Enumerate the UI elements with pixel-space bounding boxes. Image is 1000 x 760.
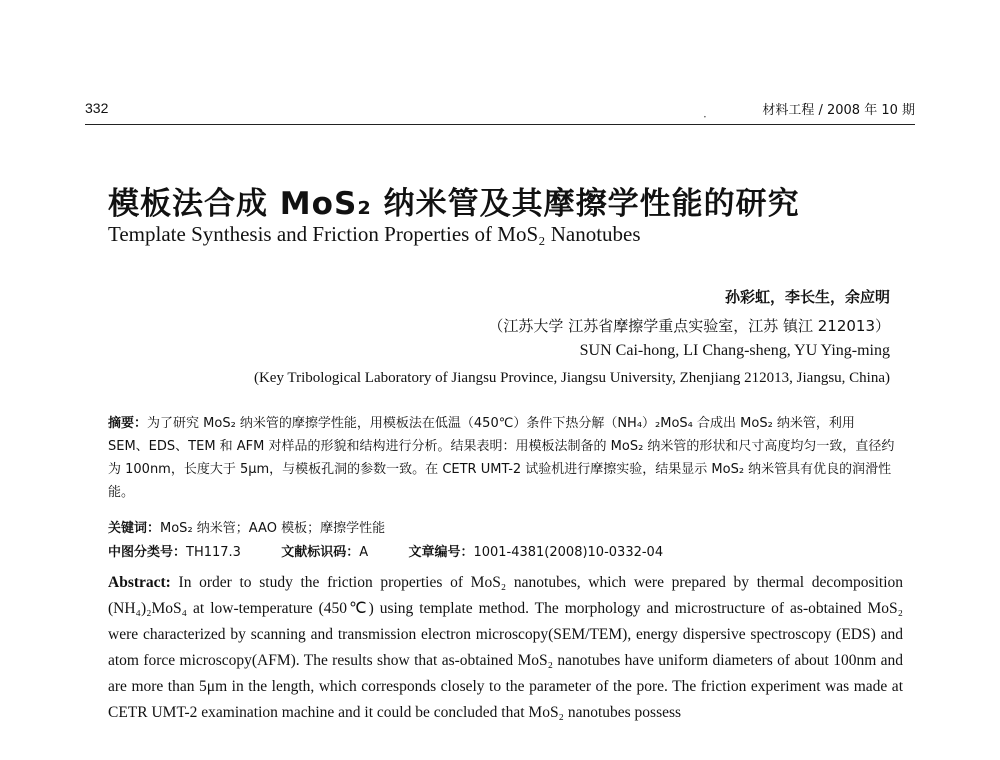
abstract-english-label: Abstract:	[108, 574, 171, 591]
abstract-english-text: In order to study the friction properties of MoS₂ nanotubes, which were prepared by thermal decomposition (NH₄)₂MoS₄ at low-temperature (450℃) using template method. The morphology and microstructure of as-obtained MoS₂ were characterized by scanning and transmission electron microscopy(SEM/TEM), energy dispersive spectroscopy (EDS) and atom force microscopy(AFM). The results show that as-obtained MoS₂ nanotubes have uniform diameters of about 100nm and are more than 5μm in the length, which corresponds closely to the parameter of the pore. The friction experiment was made at CETR UMT-2 examination machine and it could be concluded that MoS₂ nanotubes possess	[108, 574, 903, 721]
header-rule	[85, 124, 915, 125]
title-chinese: 模板法合成 MoS₂ 纳米管及其摩擦学性能的研究	[108, 186, 800, 222]
article-number-value: 1001-4381(2008)10-0332-04	[473, 545, 664, 560]
authors-chinese: 孙彩虹，李长生，余应明	[724, 288, 890, 306]
keywords-text: MoS₂ 纳米管；AAO 模板；摩擦学性能	[160, 521, 386, 536]
journal-header: 材料工程 / 2008 年 10 期	[762, 103, 915, 118]
keywords	[108, 517, 385, 536]
abstract-chinese-text: 为了研究 MoS₂ 纳米管的摩擦学性能，用模板法在低温（450℃）条件下热分解（NH₄）₂MoS₄ 合成出 MoS₂ 纳米管，利用 SEM、EDS、TEM 和 AFM 对样品的形貌和结构进行分析。结果表明：用模板法制备的 MoS₂ 纳米管的形状和尺寸高度均匀一致，直径约为 100nm，长度大于 5μm，与模板孔洞的参数一致。在 CETR UMT-2 试验机进行摩擦实验，结果显示 MoS₂ 纳米管具有优良的润滑性能。	[108, 416, 895, 500]
abstract-chinese	[108, 412, 898, 504]
classification-line	[108, 541, 663, 560]
page-number: 332	[85, 100, 109, 116]
abstract-chinese-label: 摘要：	[108, 416, 148, 431]
affiliation-chinese: （江苏大学 江苏省摩擦学重点实验室，江苏 镇江 212013）	[488, 317, 890, 335]
authors-english: SUN Cai-hong, LI Chang-sheng, YU Ying-ming	[579, 342, 890, 359]
doc-code-value: A	[359, 545, 369, 560]
doc-code-label: 文献标识码：	[281, 545, 360, 560]
keywords-label: 关键词：	[108, 521, 161, 536]
scan-mark: ·	[703, 110, 707, 124]
abstract-english	[108, 570, 903, 726]
clc-label: 中图分类号：	[108, 545, 187, 560]
title-english: Template Synthesis and Friction Properties of MoS₂ Nanotubes	[108, 222, 641, 246]
article-number-label: 文章编号：	[408, 545, 474, 560]
clc-value: TH117.3	[186, 545, 241, 560]
affiliation-english: (Key Tribological Laboratory of Jiangsu Province, Jiangsu University, Zhenjiang 212013, Jiangsu, China)	[253, 370, 890, 386]
